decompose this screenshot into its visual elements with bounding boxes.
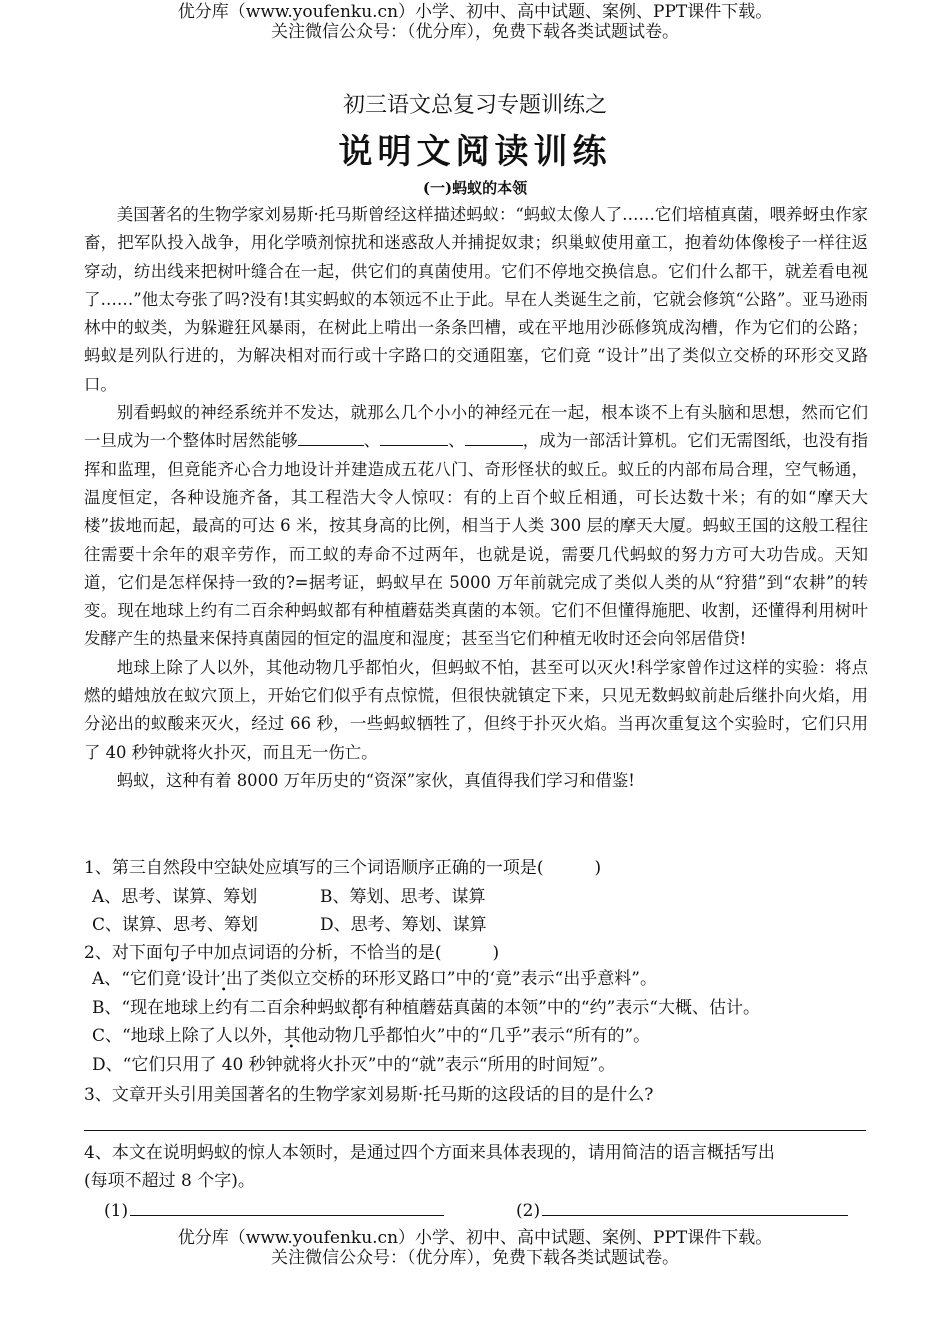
- emphasis-dot: 几: [351, 1026, 369, 1046]
- subtitle: 初三语文总复习专题训练之: [342, 93, 607, 118]
- question-4-line-1: 4、本文在说明蚂蚁的惊人本领时，是通过四个方面来具体表现的，请用简洁的语言概括写出: [84, 1143, 775, 1163]
- q1-option-d: D、思考、筹划、谋算: [320, 915, 487, 935]
- answer-line-1[interactable]: [130, 1201, 444, 1216]
- q2-option-c: C、“地球上除了人以外，其他动物几乎都怕火”中的“几乎”表示“所有的”。: [92, 1026, 651, 1046]
- answer-line-q3[interactable]: [84, 1130, 866, 1131]
- question-3: 3、文章开头引用美国著名的生物学家刘易斯·托马斯的这段话的目的是什么?: [84, 1085, 654, 1105]
- emphasis-dot: 竟: [163, 969, 181, 989]
- separator-2: 、: [448, 431, 465, 451]
- blank-1[interactable]: [298, 431, 364, 446]
- q2-option-a: A、“它们竟‘设计’出了类似立交桥的环形叉路口”中的‘竟”表示“出乎意料”。: [92, 969, 657, 989]
- answer-label-1: (1): [104, 1198, 904, 1224]
- paragraph-1: 美国著名的生物学家刘易斯·托马斯曾经这样描述蚂蚁：“蚂蚁太像人了……它们培植真菌，喂养蚜虫作家畜，把军队投入战争，用化学喷剂惊扰和迷惑敌人并捕捉奴隶；织巢蚁使用童工，抱着幼体像梭子一样往返穿动，纺出线来把树叶缝合在一起，供它们的真菌使用。它们不停地交换信息。它们什么都干，就差看电视了……”他太夸张了吗?没有!其实蚂蚁的本领远不止于此。早在人类诞生之前，它就会修筑“公路”。亚马逊雨林中的蚁类，为躲避狂风暴雨，在树此上啃出一条条凹槽，或在平地用沙砾修筑成沟槽，作为它们的公路；蚂蚁是列队行进的，为解决相对而行或十字路口的交通阻塞，它们竟 “设计”出了类似立交桥的环形交叉路口。: [84, 205, 868, 394]
- emphasis-dot: 就: [282, 1055, 300, 1075]
- paragraph-2-start: 别看蚂蚁的神经系统并不发达，就那么几个小小的神经元在一起，根本谈不上有头脑和思想，然而它们一旦成为一个整体时居然能够: [84, 403, 868, 451]
- q1-option-b: B、筹划、思考、谋算: [320, 887, 486, 907]
- blank-2[interactable]: [380, 431, 448, 446]
- header-line-1: 优分库（www.youfenku.cn）小学、初中、高中试题、案例、PPT课件下载。: [177, 2, 773, 22]
- paragraph-4: 蚂蚁，这种有着 8000 万年历史的“资深”家伙，真值得我们学习和借鉴!: [116, 770, 635, 790]
- answer-line-2[interactable]: [542, 1201, 848, 1216]
- q1-option-a: A、思考、谋算、筹划: [92, 887, 258, 907]
- q1-option-c: C、谋算、思考、筹划: [92, 915, 259, 935]
- q2-option-b: B、“现在地球上约有二百余种蚂蚁都有种植蘑菇真菌的本领”中的“约”表示“大概、估计。: [92, 998, 760, 1018]
- footer-line-1: 优分库（www.youfenku.cn）小学、初中、高中试题、案例、PPT课件下载。: [177, 1228, 773, 1248]
- article-body: [84, 201, 868, 795]
- section-title: (一)蚂蚁的本领: [422, 179, 528, 197]
- question-2: 2、对下面句子中加点词语的分析，不恰当的是( ): [84, 943, 500, 963]
- question-1: 1、第三自然段中空缺处应填写的三个词语顺序正确的一项是( ): [84, 858, 602, 878]
- paragraph-2: [84, 399, 868, 654]
- footer-line-2: 关注微信公众号：（优分库），免费下载各类试题试卷。: [271, 1248, 679, 1268]
- main-title: 说明文阅读训练: [338, 132, 612, 172]
- paragraph-3: 地球上除了人以外，其他动物几乎都怕火，但蚂蚁不怕，甚至可以灭火!科学家曾作过这样的实验：将点燃的蜡烛放在蚁穴顶上，开始它们似乎有点惊慌，但很快就镇定下来，只见无数蚂蚁前赴后继扑向火焰，用分泌出的蚁酸来灭火，经过 66 秒，一些蚂蚁牺牲了，但终于扑灭火焰。当再次重复这个实验时，它们只用了 40 秒钟就将火扑灭，而且无一伤亡。: [84, 657, 868, 762]
- paragraph-2-rest: ，成为一部活计算机。它们无需图纸，也没有指挥和监理，但竟能齐心合力地设计并建造成五花八门、奇形怪状的蚁丘。蚁丘的内部布局合理，空气畅通，温度恒定，各种设施齐备，其工程浩大令人惊叹：有的上百个蚁丘相通，可长达数十米；有的如“摩天大楼”拔地而起，最高的可达 6 米，按其身高的比例，相当于人类 300 层的摩天大厦。蚂蚁王国的这般工程往往需要十余年的艰辛劳作，而工蚁的寿命不过两年，也就是说，需要几代蚂蚁的努力方可大功告成。天知道，它们是怎样保持一致的?=据考证，蚂蚁早在 5000 万年前就完成了类似人类的从“狩猎”到“农耕”的转变。现在地球上约有二百余种蚂蚁都有种植蘑菇类真菌的本领。它们不但懂得施肥、收割，还懂得利用树叶发酵产生的热量来保持真菌园的恒定的温度和湿度；甚至当它们种植无收时还会向邻居借贷!: [84, 431, 869, 649]
- answer-label-2: (2): [516, 1198, 950, 1224]
- separator-1: 、: [363, 431, 381, 451]
- q2-option-d: D、“它们只用了 40 秒钟就将火扑灭”中的“就”表示“所用的时间短”。: [92, 1055, 616, 1075]
- blank-3[interactable]: [465, 431, 523, 446]
- question-4-line-2: (每项不超过 8 个字)。: [84, 1171, 255, 1191]
- header-line-2: 关注微信公众号：（优分库），免费下载各类试题试卷。: [271, 22, 679, 42]
- emphasis-dot: 约: [215, 998, 233, 1018]
